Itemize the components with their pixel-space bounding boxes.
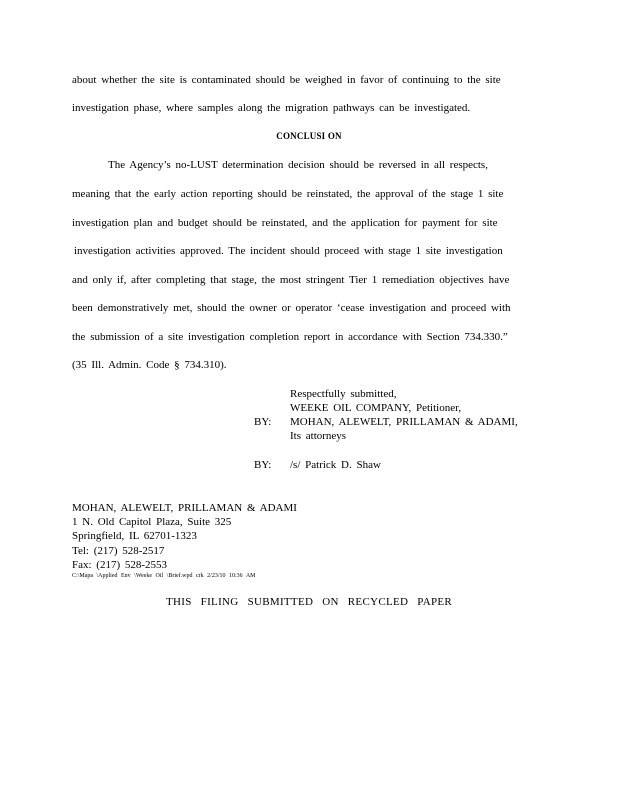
conclusion-line-1: The Agency’s no-LUST determination decision should be reversed in all respects, [108, 159, 488, 171]
respectfully-submitted: Respectfully submitted, [290, 388, 397, 400]
conclusion-line-4: investigation activities approved. The incident should proceed with stage 1 site investigation [74, 245, 503, 257]
recycled-paper-notice: THIS FILING SUBMITTED ON RECYCLED PAPER [165, 596, 453, 608]
attorney-firm: MOHAN, ALEWELT, PRILLAMAN & ADAMI, [290, 416, 518, 428]
by-label-2: BY: [254, 459, 272, 471]
address-street: 1 N. Old Capitol Plaza, Suite 325 [72, 516, 232, 528]
conclusion-line-5: and only if, after completing that stage, the most stringent Tier 1 remediation objectives have [72, 274, 510, 286]
file-path: C:\Mapa \Applied Env \Weeke Oil \Brief.wpd crk 2/23/10 10:36 AM [72, 573, 256, 579]
conclusion-line-8: (35 Ill. Admin. Code § 734.310). [72, 359, 227, 371]
address-city: Springfield, IL 62701-1323 [72, 530, 197, 542]
body-line-1: about whether the site is contaminated should be weighed in favor of continuing to the site [72, 74, 501, 86]
conclusion-heading: CONCLUSI ON [276, 131, 342, 141]
address-fax: Fax: (217) 528-2553 [72, 559, 168, 571]
conclusion-line-2: meaning that the early action reporting should be reinstated, the approval of the stage 1 site [72, 188, 504, 200]
address-tel: Tel: (217) 528-2517 [72, 545, 165, 557]
conclusion-line-6: been demonstratively met, should the owner or operator ‘cease investigation and proceed with [72, 302, 511, 314]
its-attorneys: Its attorneys [290, 430, 347, 442]
by-label-1: BY: [254, 416, 272, 428]
body-line-2: investigation phase, where samples along the migration pathways can be investigated. [72, 102, 471, 114]
address-firm: MOHAN, ALEWELT, PRILLAMAN & ADAMI [72, 502, 297, 514]
petitioner-company: WEEKE OIL COMPANY, Petitioner, [290, 402, 462, 414]
conclusion-line-7: the submission of a site investigation completion report in accordance with Section 734.330.” [72, 331, 508, 343]
signer-name: /s/ Patrick D. Shaw [290, 459, 381, 471]
conclusion-line-3: investigation plan and budget should be reinstated, and the application for payment for site [72, 217, 498, 229]
